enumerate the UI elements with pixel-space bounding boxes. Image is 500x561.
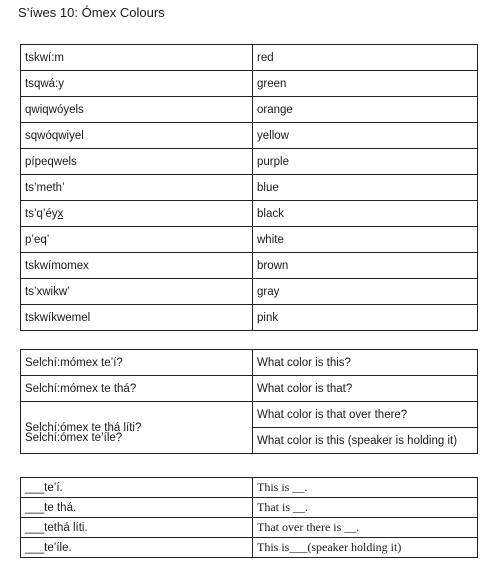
halkomelem-term: tsqwá:y xyxy=(21,71,253,97)
halkomelem-question: Selchí:mómex te thá? xyxy=(21,376,253,402)
english-meaning: blue xyxy=(253,175,478,201)
english-question: What color is this (speaker is holding it) xyxy=(253,428,478,454)
english-meaning: red xyxy=(253,45,478,71)
english-meaning: orange xyxy=(253,97,478,123)
page-title: S’íwes 10: Ómex Colours xyxy=(18,5,165,20)
halkomelem-term: ts’xwikw’ xyxy=(21,279,253,305)
table-row xyxy=(21,402,478,428)
table-row xyxy=(21,498,478,518)
halkomelem-term: sqwóqwiyel xyxy=(21,123,253,149)
table-row xyxy=(21,71,478,97)
english-question: What color is that? xyxy=(253,376,478,402)
halkomelem-phrase: ___te’íle. xyxy=(21,538,253,558)
table-row xyxy=(21,45,478,71)
halkomelem-term: ts’meth’ xyxy=(21,175,253,201)
table-row xyxy=(21,518,478,538)
halkomelem-question: Selchí:ómex te thá líti? xyxy=(21,402,253,454)
halkomelem-term: pípeqwels xyxy=(21,149,253,175)
english-meaning: yellow xyxy=(253,123,478,149)
english-phrase: This is __. xyxy=(253,478,478,498)
english-meaning: pink xyxy=(253,305,478,331)
halkomelem-term xyxy=(21,201,253,227)
table-row xyxy=(21,227,478,253)
table-row xyxy=(21,350,478,376)
halkomelem-term: p’eq’ xyxy=(21,227,253,253)
colours-table xyxy=(20,44,478,331)
english-meaning: green xyxy=(253,71,478,97)
table-row xyxy=(21,478,478,498)
english-meaning: gray xyxy=(253,279,478,305)
table-row xyxy=(21,538,478,558)
halkomelem-term: tskwímomex xyxy=(21,253,253,279)
term-prefix: ts’q’éy xyxy=(25,207,58,220)
english-phrase: That is __. xyxy=(253,498,478,518)
halkomelem-term: tskwíkwemel xyxy=(21,305,253,331)
term-underlined-letter: x xyxy=(57,207,64,220)
table-row xyxy=(21,279,478,305)
english-meaning: purple xyxy=(253,149,478,175)
english-question: What color is this? xyxy=(253,350,478,376)
halkomelem-phrase: ___te’í. xyxy=(21,478,253,498)
halkomelem-term: qwiqwóyels xyxy=(21,97,253,123)
halkomelem-question: Selchí:ómex te’íle? xyxy=(25,432,123,444)
halkomelem-question: Selchí:mómex te’í? xyxy=(21,350,253,376)
table-row xyxy=(21,305,478,331)
english-question: What color is that over there? xyxy=(253,402,478,428)
table-row xyxy=(21,97,478,123)
table-row xyxy=(21,123,478,149)
english-phrase: That over there is __. xyxy=(253,518,478,538)
english-meaning: brown xyxy=(253,253,478,279)
table-row xyxy=(21,376,478,402)
phrases-table xyxy=(20,477,478,558)
table-row xyxy=(21,201,478,227)
halkomelem-term: tskwí:m xyxy=(21,45,253,71)
english-phrase: This is___(speaker holding it) xyxy=(253,538,478,558)
halkomelem-phrase: ___te thá. xyxy=(21,498,253,518)
halkomelem-phrase: ___tethá líti. xyxy=(21,518,253,538)
table-row xyxy=(21,149,478,175)
table-row xyxy=(21,253,478,279)
table-row xyxy=(21,175,478,201)
english-meaning: black xyxy=(253,201,478,227)
english-meaning: white xyxy=(253,227,478,253)
